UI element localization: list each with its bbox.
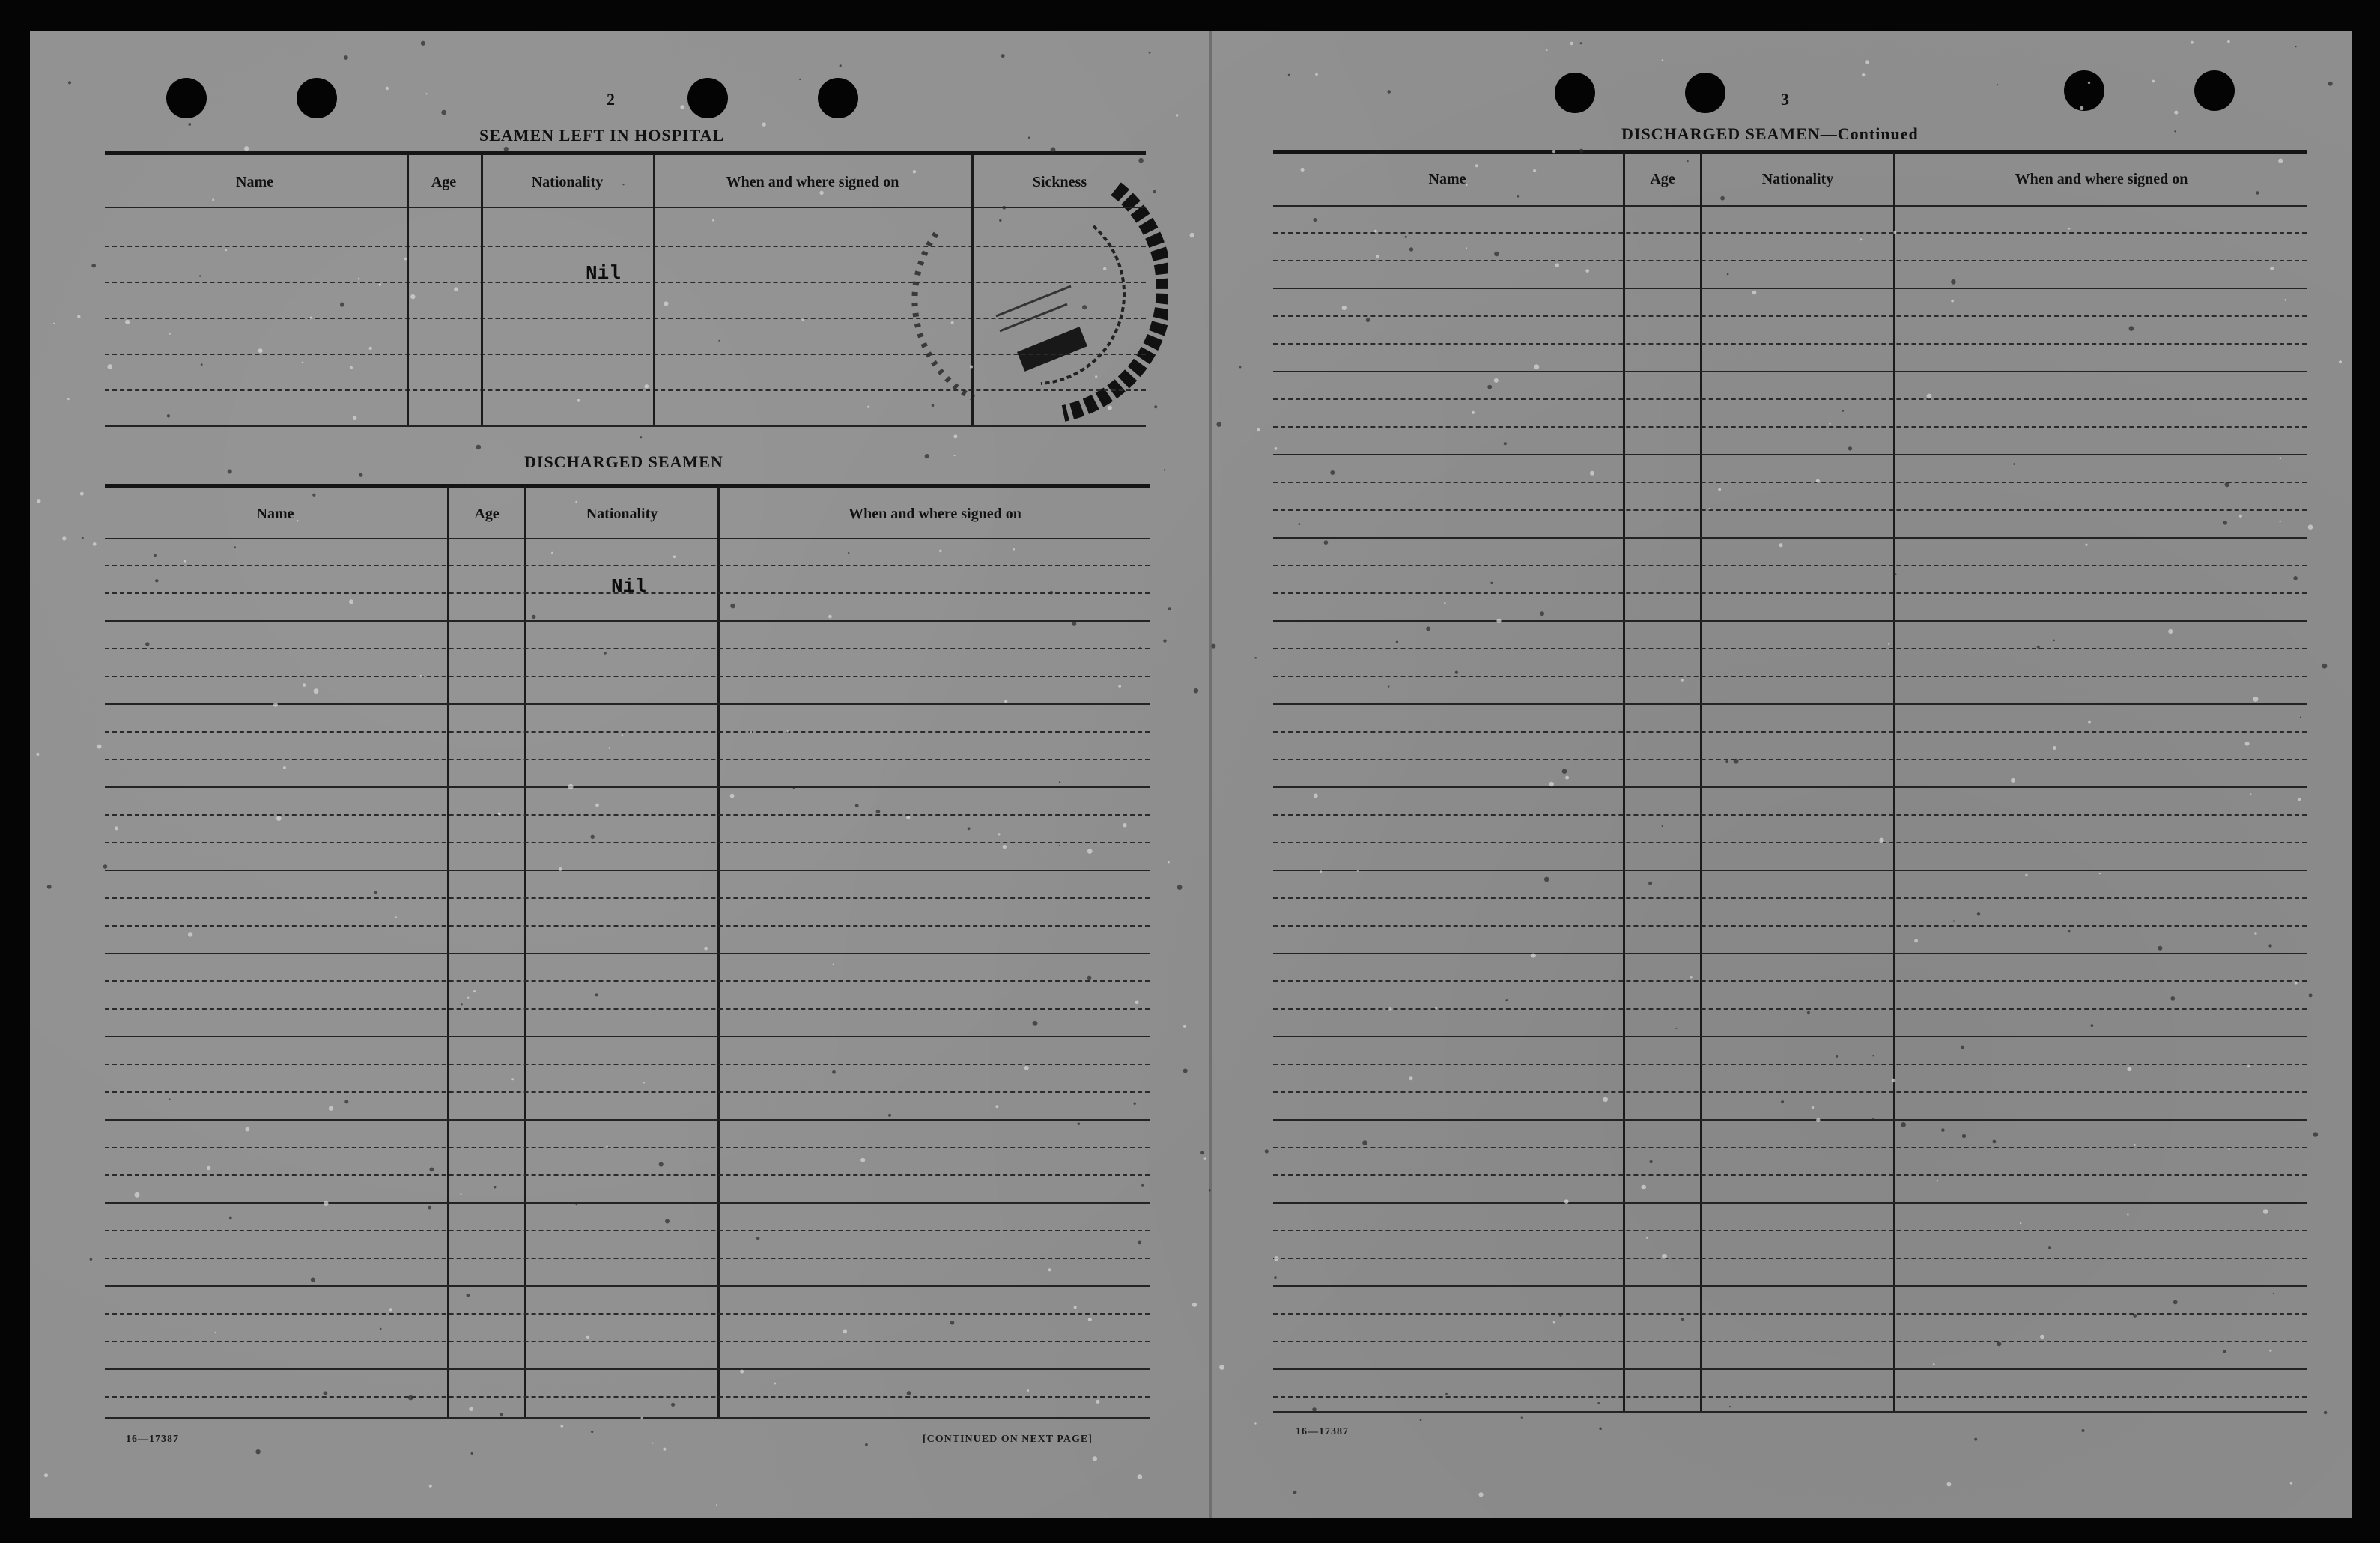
right-col-signed-on: When and where signed on [2015, 171, 2188, 187]
discharged-nationality-entry: Nil [611, 575, 646, 598]
hospital-col-name: Name [236, 174, 273, 190]
hospital-nationality-entry: Nil [586, 262, 621, 285]
discharged-col-age: Age [474, 506, 500, 522]
right-col-nationality: Nationality [1761, 171, 1834, 187]
right-col-age: Age [1650, 171, 1675, 187]
discharged-col-name: Name [256, 506, 294, 522]
document-sheet [30, 31, 2352, 1518]
continued-note: [CONTINUED ON NEXT PAGE] [923, 1434, 1093, 1445]
hospital-col-nationality: Nationality [531, 174, 604, 190]
form-number-right: 16—17387 [1296, 1426, 1349, 1437]
discharged-col-nationality: Nationality [586, 506, 658, 522]
paper-speckle-texture [30, 31, 2352, 1518]
discharged-continued-title: DISCHARGED SEAMEN—Continued [1621, 124, 1919, 143]
hospital-section-title: SEAMEN LEFT IN HOSPITAL [479, 126, 725, 145]
page-number-right: 3 [1781, 90, 1789, 109]
page-number-left: 2 [607, 90, 615, 109]
form-number-left: 16—17387 [126, 1434, 179, 1445]
hospital-col-sickness: Sickness [1032, 174, 1087, 190]
hospital-col-age: Age [431, 174, 457, 190]
discharged-col-signed-on: When and where signed on [849, 506, 1021, 522]
right-col-name: Name [1428, 171, 1466, 187]
hospital-col-signed-on: When and where signed on [726, 174, 899, 190]
discharged-section-title: DISCHARGED SEAMEN [524, 452, 723, 471]
